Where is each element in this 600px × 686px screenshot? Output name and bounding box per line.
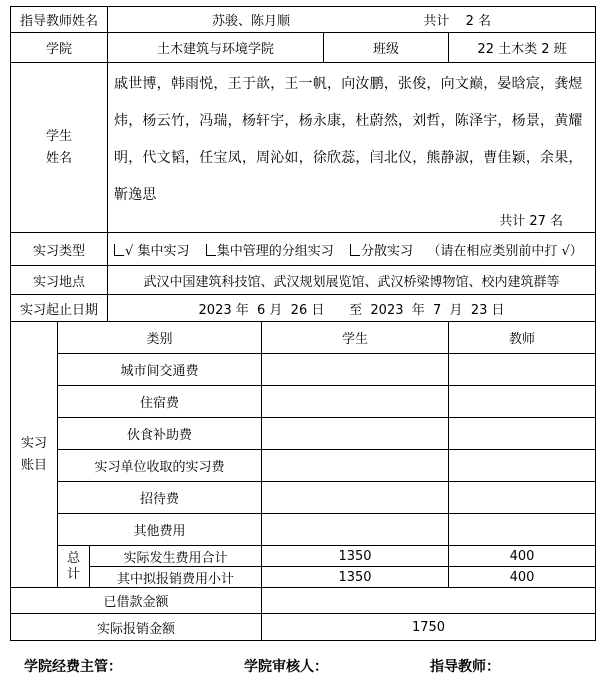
option-centralized: √ 集中实习 (125, 243, 190, 259)
students-names-cell (108, 63, 596, 233)
reimbursed-label: 实际报销金额 (11, 614, 262, 641)
internship-type-label: 实习类型 (11, 233, 108, 266)
internship-expense-form (10, 6, 595, 641)
total-label (58, 546, 90, 588)
total-label-line2: 计 (66, 566, 80, 582)
total-row-teacher-amount[interactable]: 400 (449, 546, 596, 567)
students-total: 共计 27 名 (499, 213, 564, 229)
accounts-label-line2: 账目 (20, 457, 47, 473)
option-scattered: 分散实习 (361, 243, 414, 259)
form-table (10, 6, 596, 641)
college-value: 土木建筑与环境学院 (108, 33, 324, 63)
total-row-category: 实际发生费用合计 (90, 546, 262, 567)
teacher-name-value (108, 7, 596, 33)
class-label: 班级 (324, 33, 449, 63)
borrowed-value[interactable] (262, 588, 596, 614)
checkbox-scattered[interactable] (350, 244, 360, 256)
accounts-label (11, 322, 58, 588)
teacher-names: 苏骏、陈月顺 (212, 14, 291, 29)
class-value: 22 土木类 2 班 (449, 33, 596, 63)
row-teacher-amount[interactable] (449, 514, 596, 546)
total-row-category: 其中拟报销费用小计 (90, 567, 262, 588)
row-category: 住宿费 (58, 386, 262, 418)
row-category: 城市间交通费 (58, 354, 262, 386)
footer-reviewer: 学院审核人： (244, 659, 328, 675)
total-row-student-amount[interactable]: 1350 (262, 546, 449, 567)
internship-type-options (108, 233, 596, 266)
row-student-amount[interactable] (262, 418, 449, 450)
row-student-amount[interactable] (262, 514, 449, 546)
row-student-amount[interactable] (262, 386, 449, 418)
checkbox-group[interactable] (206, 244, 216, 256)
internship-type-note: （请在相应类别前中打 √） (427, 243, 583, 259)
footer-instructor: 指导教师： (430, 659, 500, 675)
row-teacher-amount[interactable] (449, 418, 596, 450)
option-group: 集中管理的分组实习 (216, 243, 334, 259)
row-teacher-amount[interactable] (449, 354, 596, 386)
checkbox-centralized[interactable] (114, 244, 124, 256)
teacher-total-prefix: 共计 (423, 14, 450, 29)
students-label (11, 63, 108, 233)
row-teacher-amount[interactable] (449, 482, 596, 514)
row-category: 招待费 (58, 482, 262, 514)
total-row-teacher-amount[interactable]: 400 (449, 567, 596, 588)
row-category: 伙食补助费 (58, 418, 262, 450)
row-student-amount[interactable] (262, 482, 449, 514)
row-student-amount[interactable] (262, 354, 449, 386)
col-student-header: 学生 (262, 322, 449, 354)
students-names: 戚世博，韩雨悦，王于歆，王一帆，向汝鹏，张俊，向文巅，晏晗宸，龚煜炜，杨云竹，冯瑞，杨轩宇，杨永康，杜蔚然，刘哲，陈泽宇，杨景，黄耀明，代文韬，任宝凤，周沁如，徐欣蕊，闫北仪，熊静淑，曹佳颖，余果，靳逸思 (114, 75, 583, 203)
row-teacher-amount[interactable] (449, 386, 596, 418)
dates-value: 2023 年 6 月 26 日 至 2023 年 7 月 23 日 (108, 295, 596, 322)
row-student-amount[interactable] (262, 450, 449, 482)
students-label-line2: 姓名 (46, 150, 73, 166)
row-category: 其他费用 (58, 514, 262, 546)
row-category: 实习单位收取的实习费 (58, 450, 262, 482)
row-teacher-amount[interactable] (449, 450, 596, 482)
col-category-header: 类别 (58, 322, 262, 354)
teacher-total: 2 名 (465, 14, 492, 29)
col-teacher-header: 教师 (449, 322, 596, 354)
dates-label: 实习起止日期 (11, 295, 108, 322)
location-label: 实习地点 (11, 266, 108, 295)
footer-finance-head: 学院经费主管： (24, 659, 122, 675)
total-label-line1: 总 (66, 550, 80, 566)
total-row-student-amount[interactable]: 1350 (262, 567, 449, 588)
accounts-label-line1: 实习 (20, 435, 47, 451)
teacher-name-label: 指导教师姓名 (11, 7, 108, 33)
location-value: 武汉中国建筑科技馆、武汉规划展览馆、武汉桥梁博物馆、校内建筑群等 (108, 266, 596, 295)
reimbursed-value[interactable]: 1750 (262, 614, 596, 641)
borrowed-label: 已借款金额 (11, 588, 262, 614)
college-label: 学院 (11, 33, 108, 63)
students-label-line1: 学生 (46, 128, 73, 144)
